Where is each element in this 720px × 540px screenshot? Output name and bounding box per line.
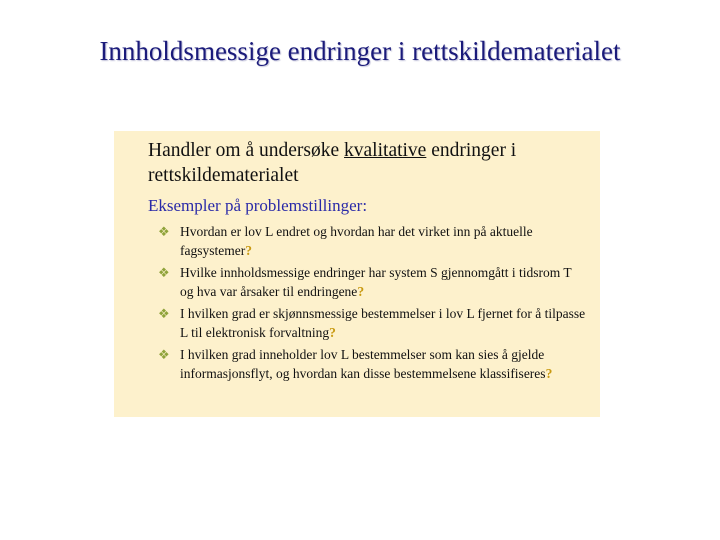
diamond-bullet-icon: ❖ [158, 347, 170, 362]
list-item [158, 263, 588, 301]
question-mark: ? [545, 366, 553, 381]
intro-text-before: Handler om å undersøke [148, 140, 345, 161]
diamond-bullet-icon: ❖ [158, 224, 170, 239]
question-mark: ? [329, 325, 336, 340]
diamond-bullet-icon: ❖ [158, 265, 170, 280]
question-mark: ? [357, 284, 365, 299]
intro-text-after: endringer i rettskildematerialet [148, 140, 517, 186]
bullet-text: I hvilken grad inneholder lov L bestemmelser som kan sies å gjelde informasjonsflyt, og hvordan kan disse bestemmelsene klassifiseres [180, 347, 546, 381]
bullet-text: Hvordan er lov L endret og hvordan har det virket inn på aktuelle fagsystemer [180, 224, 533, 258]
bullet-list [158, 222, 588, 386]
list-item [158, 222, 588, 260]
bullet-text: Hvilke innholdsmessige endringer har system S gjennomgått i tidsrom T og hva var årsaker til endringene [180, 265, 572, 299]
diamond-bullet-icon: ❖ [158, 306, 170, 321]
intro-paragraph [148, 138, 588, 188]
examples-subheading: Eksempler på problemstillinger: [148, 196, 368, 215]
bullet-text: I hvilken grad er skjønnsmessige bestemmelser i lov L fjernet for å tilpasse L til elektronisk forvaltning [180, 306, 586, 340]
intro-underlined-word: kvalitative [344, 140, 427, 161]
list-item [158, 304, 588, 342]
list-item [158, 345, 588, 383]
question-mark: ? [245, 243, 252, 258]
slide-title: Innholdsmessige endringer i rettskildematerialet [99, 36, 621, 66]
